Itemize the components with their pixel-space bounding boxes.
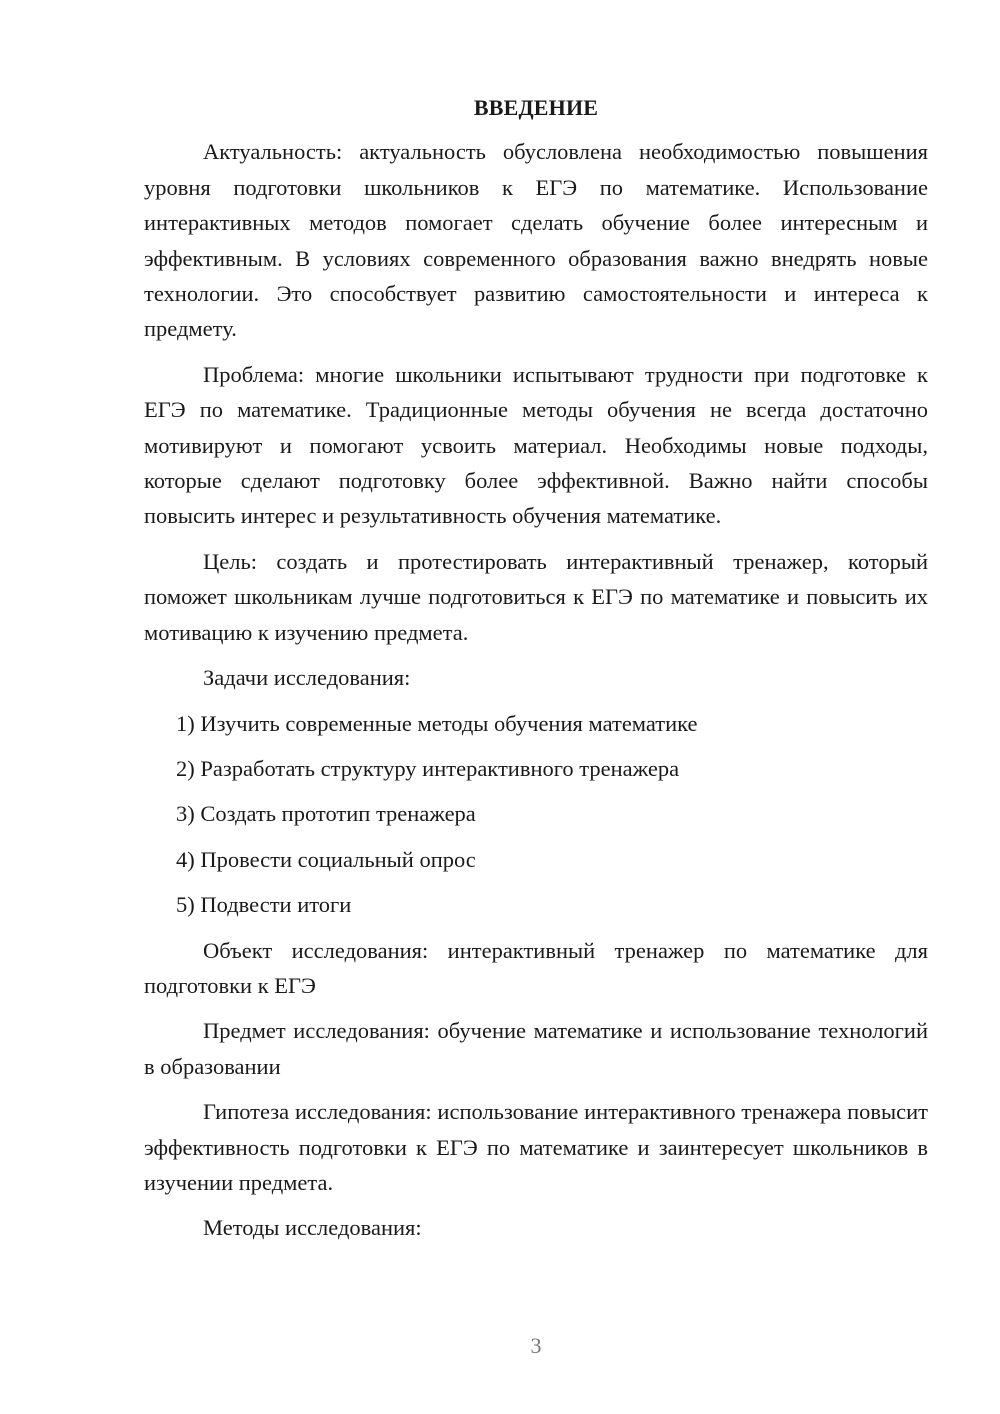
paragraph-relevance: Актуальность: актуальность обусловлена необходимостью повышения уровня подготовки школьников к ЕГЭ по математике. Использование интерактивных методов помогает сделать обучение более интересным и эффективным. В условиях современного образования важно внедрять новые технологии. Это способствует развитию самостоятельности и интереса к предмету. — [144, 139, 928, 342]
page-number: 3 — [530, 1333, 542, 1358]
paragraph-object: Объект исследования: интерактивный тренажер по математике для подготовки к ЕГЭ — [144, 937, 928, 998]
list-item: 4) Провести социальный опрос — [176, 846, 476, 872]
tasks-list — [144, 706, 928, 923]
list-item: 2) Разработать структуру интерактивного тренажера — [176, 755, 680, 781]
list-item: 1) Изучить современные методы обучения математике — [176, 710, 698, 736]
paragraph-subject: Предмет исследования: обучение математике и использование технологий в образовании — [144, 1018, 928, 1079]
list-item: 5) Подвести итоги — [176, 892, 352, 918]
section-heading: ВВЕДЕНИЕ — [473, 95, 599, 120]
paragraph-methods: Методы исследования: — [203, 1215, 422, 1241]
document-page — [144, 90, 928, 1256]
paragraph-problem: Проблема: многие школьники испытывают трудности при подготовке к ЕГЭ по математике. Традиционные методы обучения не всегда достаточно мотивируют и помогают усвоить материал. Необходимы новые подходы, которые сделают подготовку более эффективной. Важно найти способы повысить интерес и результативность обучения математике. — [144, 361, 928, 529]
list-item: 3) Создать прототип тренажера — [176, 801, 476, 827]
paragraph-hypothesis: Гипотеза исследования: использование интерактивного тренажера повысит эффективность подготовки к ЕГЭ по математике и заинтересует школьников в изучении предмета. — [144, 1099, 928, 1195]
paragraph-goal: Цель: создать и протестировать интерактивный тренажер, который поможет школьникам лучше подготовиться к ЕГЭ по математике и повысить их мотивацию к изучению предмета. — [144, 548, 928, 645]
paragraph-tasks-heading: Задачи исследования: — [203, 665, 411, 691]
